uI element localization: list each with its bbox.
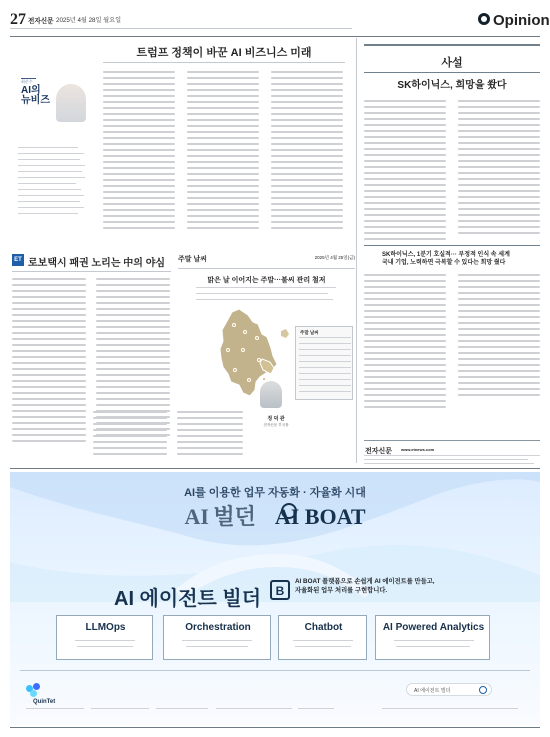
editorial-subhead-2: 국내 기업, 노력하면 극복할 수 있다는 희망 줬다 [382, 260, 506, 267]
paper-name: 전자신문 [28, 18, 54, 25]
ad-brand: QuinTet [33, 699, 56, 705]
author-tag-2: 뉴비즈 [21, 95, 50, 106]
ai-b-icon: B [270, 580, 290, 600]
masthead [10, 10, 550, 34]
date: 2025년 4월 28일 월요일 [56, 17, 122, 24]
ad-subtitle-line-1: AI BOAT 플랫폼으로 손쉽게 AI 에이전트를 만들고, [295, 578, 435, 585]
section-title: Opinion [493, 12, 550, 29]
ad-search-label: AI 에이전트 빌더 [414, 688, 451, 694]
ad-title-left: AI BOAT [274, 504, 366, 529]
weather-date: 2025년 4월 25일(금) [314, 255, 355, 260]
weather-label: 주말 날씨 [178, 256, 207, 263]
feature-title-analytics: AI Powered Analytics [382, 622, 485, 633]
editorial-subhead [382, 251, 532, 267]
et-badge: ET [12, 254, 24, 266]
left-column [103, 44, 345, 248]
et-title: 로보택시 패권 노리는 中의 야심 [28, 258, 166, 269]
editorial-label: 사설 [441, 57, 463, 69]
ad-search-box [406, 683, 492, 696]
feature-title-orchestration: Orchestration [185, 622, 251, 633]
author-panel [10, 39, 98, 244]
ad-subtitle-line-2: 자율화된 업무 처리를 구현합니다. [295, 586, 388, 594]
feature-card-llmops [56, 615, 153, 660]
ad-hero-title: AI 에이전트 빌더 [114, 588, 262, 610]
search-icon [479, 686, 487, 694]
ad-small-title: AI를 이용한 업무 자동화 · 자율화 시대 [184, 487, 366, 499]
feature-title-chatbot: Chatbot [304, 622, 343, 633]
editorial-followup [364, 274, 540, 444]
feature-title-llmops: LLMOps [85, 622, 126, 633]
author-name: 최준수 [21, 79, 33, 84]
author-tag: AI의 [21, 85, 41, 96]
editorial-panel [364, 44, 540, 270]
contact-paper-name: 전자신문 [365, 448, 393, 455]
author-photo [56, 84, 86, 122]
ai-ring-icon [281, 503, 297, 519]
columnist-name: 정 덕 관 [267, 416, 285, 422]
quintet-logo-icon [26, 683, 46, 699]
contact-strip [364, 440, 540, 467]
columnist-block [256, 381, 314, 459]
ad-title-mid: 벌던 [213, 504, 256, 529]
feature-card-analytics [375, 615, 490, 660]
editorial-headline: SK하이닉스, 희망을 쐈다 [397, 80, 507, 91]
page-number: 27 [10, 11, 26, 28]
advertisement-panel [10, 472, 540, 725]
opinion-banner [478, 10, 550, 30]
feature-card-chatbot [278, 615, 367, 660]
ad-title-prefix: AI [184, 504, 209, 529]
columnist-title: 전자신문 부국장 [263, 423, 289, 427]
contact-site: www.etnews.com [401, 447, 435, 452]
columnist-photo [260, 381, 282, 408]
editorial-subhead-1: SK하이닉스, 1분기 호실적··· 부정적 인식 속 세계 [382, 252, 510, 258]
ad-brand-title [10, 500, 540, 530]
ad-hero-subtitle [295, 578, 445, 595]
column-title: 트럼프 정책이 바꾼 AI 비즈니스 미래 [136, 47, 312, 59]
circle-o-icon-center [481, 16, 487, 22]
legend-title: 주말 날씨 [300, 330, 319, 335]
feature-card-orchestration [163, 615, 271, 660]
bottom-column [93, 411, 349, 459]
weather-headline: 맑은 날 이어지는 주말···불씨 관리 철저 [207, 277, 326, 284]
